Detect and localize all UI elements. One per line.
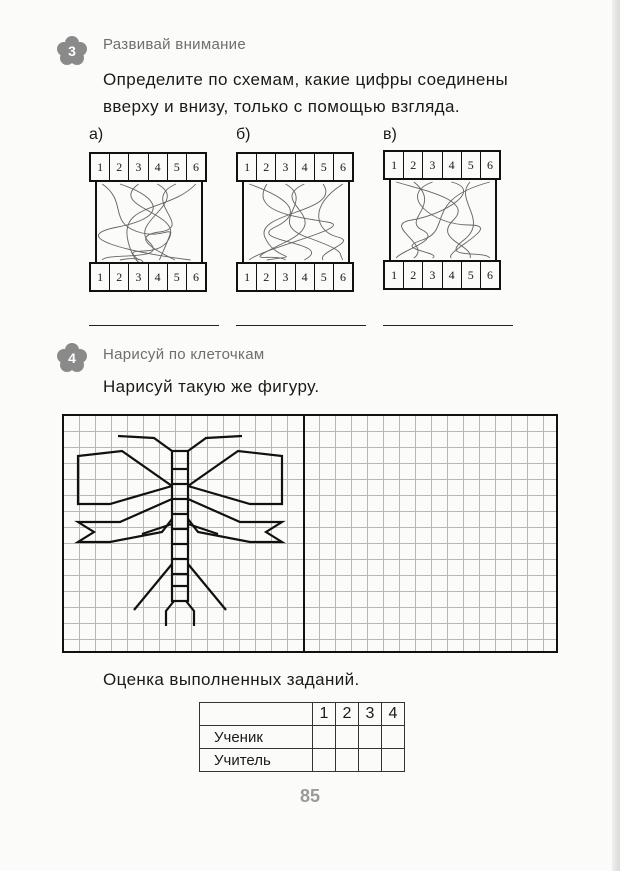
answer-line-v[interactable] — [383, 325, 513, 326]
scheme-cell: 6 — [186, 154, 205, 180]
scheme-b-tangle-area — [242, 182, 350, 262]
scheme-cell: 6 — [480, 152, 499, 178]
section-3-title: Развивай внимание — [103, 36, 246, 53]
scheme-cell: 1 — [97, 159, 104, 174]
score-cell[interactable] — [359, 749, 382, 772]
scheme-cell: 3 — [128, 264, 147, 290]
scheme-b-bottom-row — [236, 262, 354, 292]
scheme-a-top-row — [89, 152, 207, 182]
evaluation-table — [199, 702, 405, 772]
scheme-v — [383, 150, 503, 290]
scheme-cell: 1 — [391, 267, 398, 282]
scheme-a-bottom-row — [89, 262, 207, 292]
scheme-a — [89, 152, 209, 292]
section-3-badge — [57, 36, 87, 66]
scheme-v-top-row — [383, 150, 501, 180]
scheme-cell: 3 — [275, 154, 294, 180]
scheme-v-bottom-row — [383, 260, 501, 290]
scheme-cell: 2 — [403, 262, 422, 288]
answer-line-b[interactable] — [236, 325, 366, 326]
table-row — [200, 726, 405, 749]
scheme-cell: 2 — [256, 264, 275, 290]
scheme-cell: 6 — [186, 264, 205, 290]
scheme-cell: 6 — [333, 154, 352, 180]
section-3-instruction-line2: вверху и внизу, только с помощью взгляда. — [103, 97, 460, 116]
tangled-lines-b — [244, 182, 348, 262]
score-cell[interactable] — [382, 749, 405, 772]
scheme-cell: 5 — [314, 264, 333, 290]
scheme-b — [236, 152, 356, 292]
scheme-cell: 5 — [461, 262, 480, 288]
scheme-cell: 2 — [109, 154, 128, 180]
scheme-cell: 6 — [333, 264, 352, 290]
evaluation-title: Оценка выполненных заданий. — [103, 670, 360, 689]
scheme-b-label: б) — [236, 126, 251, 143]
scheme-cell: 2 — [403, 152, 422, 178]
header-blank-cell — [200, 703, 313, 726]
scheme-cell: 5 — [314, 154, 333, 180]
scheme-v-tangle-area — [389, 180, 497, 260]
scheme-a-tangle-area — [95, 182, 203, 262]
section-3-instruction-line1: Определите по схемам, какие цифры соединены — [103, 70, 509, 89]
table-row — [200, 749, 405, 772]
scheme-cell: 4 — [295, 264, 314, 290]
answer-line-a[interactable] — [89, 325, 219, 326]
scheme-b-top-row — [236, 152, 354, 182]
scheme-cell: 1 — [244, 159, 251, 174]
section-4-instruction: Нарисуй такую же фигуру. — [103, 377, 320, 396]
scheme-cell: 4 — [295, 154, 314, 180]
scheme-cell: 1 — [391, 157, 398, 172]
score-cell[interactable] — [313, 749, 336, 772]
scheme-cell: 3 — [128, 154, 147, 180]
scheme-cell: 3 — [422, 262, 441, 288]
score-cell[interactable] — [336, 726, 359, 749]
scheme-cell: 4 — [148, 154, 167, 180]
section-3-number: 3 — [68, 43, 76, 59]
score-cell[interactable] — [336, 749, 359, 772]
tangled-lines-a — [97, 182, 201, 262]
scheme-cell: 3 — [275, 264, 294, 290]
column-header: 4 — [382, 703, 405, 726]
section-4-badge — [57, 343, 87, 373]
page-number: 85 — [299, 786, 321, 806]
score-cell[interactable] — [382, 726, 405, 749]
section-4-number: 4 — [68, 350, 76, 366]
dragonfly-figure — [62, 414, 558, 653]
column-header: 3 — [359, 703, 382, 726]
row-label-teacher: Учитель — [200, 749, 313, 772]
scheme-cell: 2 — [256, 154, 275, 180]
scheme-cell: 5 — [461, 152, 480, 178]
row-label-student: Ученик — [200, 726, 313, 749]
column-header: 2 — [336, 703, 359, 726]
scheme-cell: 5 — [167, 264, 186, 290]
scheme-cell: 4 — [148, 264, 167, 290]
score-cell[interactable] — [313, 726, 336, 749]
scheme-cell: 4 — [442, 152, 461, 178]
table-row — [200, 703, 405, 726]
scheme-cell: 5 — [167, 154, 186, 180]
tangled-lines-v — [391, 180, 495, 260]
scheme-cell: 2 — [109, 264, 128, 290]
scheme-cell: 4 — [442, 262, 461, 288]
column-header: 1 — [313, 703, 336, 726]
scheme-cell: 6 — [480, 262, 499, 288]
scheme-v-label: в) — [383, 126, 397, 143]
section-4-title: Нарисуй по клеточкам — [103, 346, 265, 363]
scheme-cell: 1 — [244, 269, 251, 284]
scheme-cell: 3 — [422, 152, 441, 178]
page-spine-shadow — [612, 0, 620, 871]
score-cell[interactable] — [359, 726, 382, 749]
scheme-cell: 1 — [97, 269, 104, 284]
scheme-a-label: а) — [89, 126, 104, 143]
